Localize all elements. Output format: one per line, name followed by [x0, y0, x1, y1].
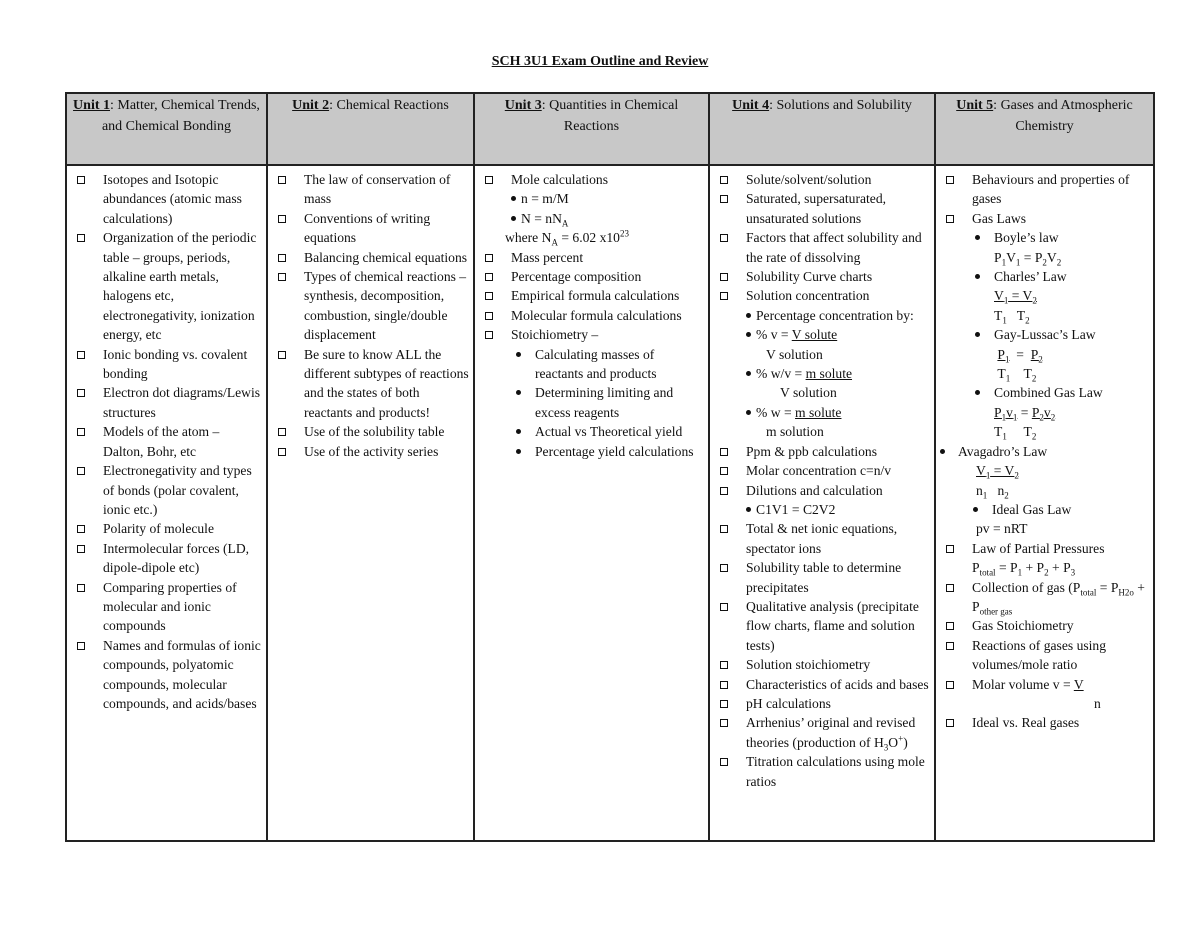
content-row — [66, 165, 1154, 841]
list-item: Ideal vs. Real gases — [944, 713, 1150, 732]
unit-4-topics — [709, 165, 935, 841]
unit-5-topics — [935, 165, 1154, 841]
stoichiometry: Stoichiometry – — [511, 327, 599, 343]
unit-3-topics — [474, 165, 709, 841]
list-item: Names and formulas of ionic compounds, polyatomic compounds, molecular compounds, and acids/bases — [75, 636, 263, 714]
avogadros-law: Avagadro’s Law — [958, 443, 1048, 459]
list-item — [483, 325, 705, 461]
list-item: Solute/solvent/solution — [718, 170, 931, 189]
list-item: Use of the solubility table — [276, 422, 470, 441]
list-item — [483, 170, 705, 248]
list-item — [944, 209, 1150, 442]
list-item: Arrhenius’ original and revised theories (production of $H_3O^+$) — [718, 713, 931, 752]
unit-topic: Solutions and Solubility — [776, 98, 912, 113]
ideal-gas-law: Ideal Gas Law — [968, 500, 1150, 519]
header-unit-1: Unit 1: Matter, Chemical Trends, and Chemical Bonding — [66, 93, 267, 165]
formula-v: % v = V solute V solution — [746, 325, 931, 364]
header-unit-2: Unit 2: Chemical Reactions — [267, 93, 474, 165]
dilutions: Dilutions and calculation — [746, 482, 883, 498]
list-item: Solution stoichiometry — [718, 655, 931, 674]
unit-name: Unit 5 — [956, 98, 994, 113]
list-item: Conventions of writing equations — [276, 209, 470, 248]
unit-name: Unit 2 — [292, 98, 330, 113]
list-item: Titration calculations using mole ratios — [718, 752, 931, 791]
formula-N: $N = nN_A$ — [511, 209, 705, 228]
unit-topic: Quantities in Chemical Reactions — [549, 98, 679, 134]
list-item — [718, 481, 931, 520]
charles-law: Charles’ Law $V_1 = V_2$ $T_1$ $T_2$ — [970, 267, 1150, 325]
list-item: Polarity of molecule — [75, 519, 263, 538]
unit-topic: Chemical Reactions — [336, 98, 449, 113]
list-item: Comparing properties of molecular and ionic compounds — [75, 578, 263, 636]
list-item: Characteristics of acids and bases — [718, 675, 931, 694]
list-item: Saturated, supersaturated, unsaturated solutions — [718, 189, 931, 228]
unit-topic: Gases and Atmospheric Chemistry — [1000, 98, 1133, 134]
unit-1-topics — [66, 165, 267, 841]
avogadro-constant: where $N_A = 6.02$ $x10^{23}$ — [505, 228, 629, 248]
sub-item: Percentage yield calculations — [511, 442, 705, 461]
sub-item: Calculating masses of reactants and products — [511, 345, 705, 384]
page-title: SCH 3U1 Exam Outline and Review — [491, 54, 709, 69]
sub-item: Actual vs Theoretical yield — [511, 422, 705, 441]
unit-name: Unit 3 — [504, 98, 542, 113]
formula-wv: % w/v = m solute V solution — [746, 364, 931, 403]
dilution-formula: C1V1 = C2V2 — [746, 500, 931, 519]
list-item: Ppm & ppb calculations — [718, 442, 931, 461]
boyles-law: Boyle’s law $P_1V_1 = P_2V_2$ — [970, 228, 1150, 267]
list-item: Qualitative analysis (precipitate flow charts, flame and solution tests) — [718, 597, 931, 655]
unit-2-topics — [267, 165, 474, 841]
list-item: Factors that affect solubility and the rate of dissolving — [718, 228, 931, 267]
list-item: Be sure to know ALL the different subtypes of reactions and the states of both reactants and products! — [276, 345, 470, 423]
list-item: Solubility table to determine precipitates — [718, 558, 931, 597]
list-item: Avagadro’s Law $V_1 = V_2$ $n_1$ $n_2$ Ideal Gas Law pv = nRT — [938, 442, 1150, 539]
partial-pressures: Law of Partial Pressures — [972, 540, 1105, 556]
header-unit-3: Unit 3: Quantities in Chemical Reactions — [474, 93, 709, 165]
list-item — [718, 286, 931, 441]
list-item: Balancing chemical equations — [276, 248, 470, 267]
list-item: Empirical formula calculations — [483, 286, 705, 305]
header-row — [66, 93, 1154, 165]
gay-lussac-law: Gay-Lussac’s Law $P_1 = P_2$ $T_1$ $T_2$ — [970, 325, 1150, 383]
list-item: Reactions of gases using volumes/mole ratio — [944, 636, 1150, 675]
header-unit-4: Unit 4: Solutions and Solubility — [709, 93, 935, 165]
list-item: Behaviours and properties of gases — [944, 170, 1150, 209]
formula-n: n = m/M — [511, 189, 705, 208]
header-unit-5: Unit 5: Gases and Atmospheric Chemistry — [935, 93, 1154, 165]
unit-topic: Matter, Chemical Trends, and Chemical Bonding — [101, 98, 260, 134]
list-item: Solubility Curve charts — [718, 267, 931, 286]
list-item: Electron dot diagrams/Lewis structures — [75, 383, 263, 422]
ideal-gas-equation: pv = nRT — [976, 521, 1028, 537]
combined-gas-law: Combined Gas Law $P_1v_1 = P_2v_2$ $T_1$ $T_2$ — [970, 383, 1150, 441]
exam-outline-table — [65, 92, 1155, 842]
list-item: Use of the activity series — [276, 442, 470, 461]
list-item: Gas Stoichiometry — [944, 616, 1150, 635]
list-item: Law of Partial Pressures $P_{total} = P_1 + P_2 + P_3$ — [944, 539, 1150, 578]
gas-laws: Gas Laws — [972, 210, 1026, 226]
list-item: Molecular formula calculations — [483, 306, 705, 325]
unit-name: Unit 1 — [73, 98, 110, 113]
list-item: Ionic bonding vs. covalent bonding — [75, 345, 263, 384]
list-item: Models of the atom – Dalton, Bohr, etc — [75, 422, 263, 461]
list-item: Types of chemical reactions – synthesis, decomposition, combustion, single/double displacement — [276, 267, 470, 345]
unit-name: Unit 4 — [732, 98, 770, 113]
list-item: Electronegativity and types of bonds (polar covalent, ionic etc.) — [75, 461, 263, 519]
list-item: Mass percent — [483, 248, 705, 267]
mole-calculations: Mole calculations — [511, 172, 609, 187]
formula-w: % w = m solute m solution — [746, 403, 931, 442]
list-item: Isotopes and Isotopic abundances (atomic mass calculations) — [75, 170, 263, 228]
list-item: The law of conservation of mass — [276, 170, 470, 209]
list-item: Intermolecular forces (LD, dipole-dipole etc) — [75, 539, 263, 578]
list-item: Organization of the periodic table – groups, periods, alkaline earth metals, halogens etc, electronegativity, ionization energy, etc — [75, 228, 263, 344]
list-item: Percentage composition — [483, 267, 705, 286]
list-item: Molar concentration c=n/v — [718, 461, 931, 480]
list-item: Collection of gas ($P_{total} = P_{H2o} + P_{other gas}$ — [944, 578, 1150, 617]
sub-item: Determining limiting and excess reagents — [511, 383, 705, 422]
solution-concentration: Solution concentration — [746, 288, 870, 304]
sub-item: Percentage concentration by: — [746, 306, 931, 325]
list-item: Molar volume v = V n — [944, 675, 1150, 714]
list-item: pH calculations — [718, 694, 931, 713]
list-item: Total & net ionic equations, spectator ions — [718, 519, 931, 558]
